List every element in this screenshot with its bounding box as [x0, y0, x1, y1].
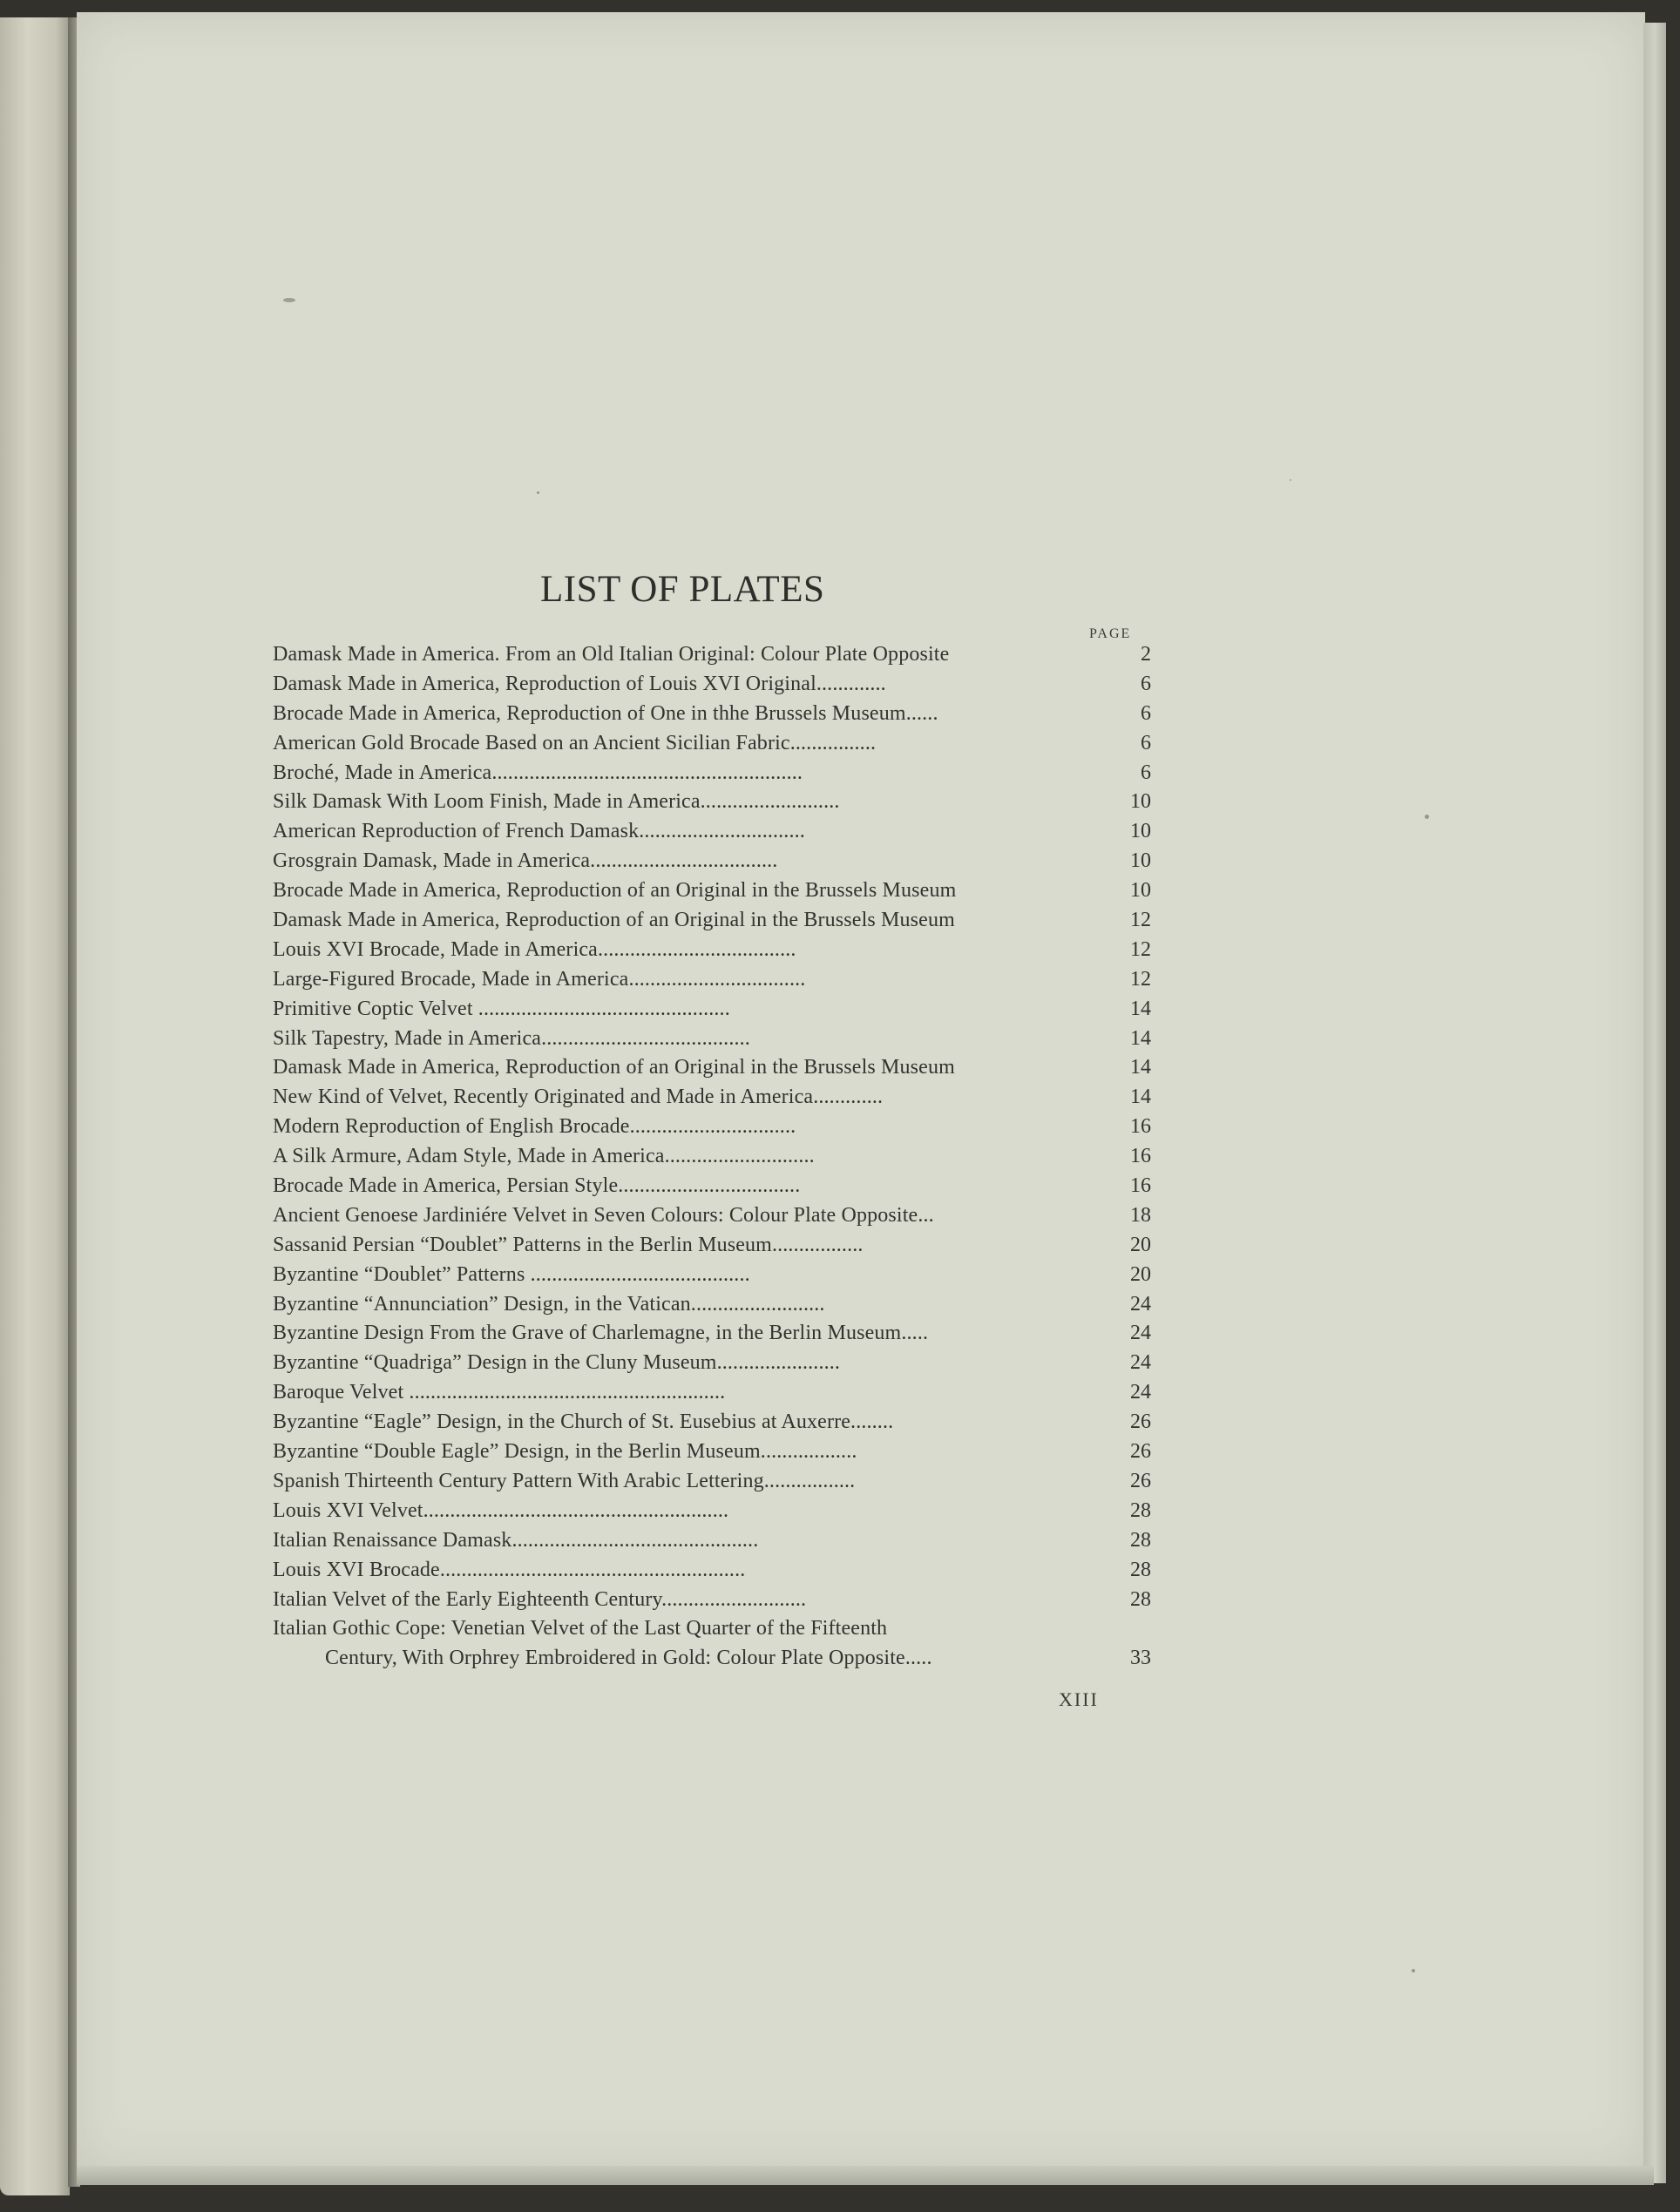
plate-entry: [273, 1349, 1151, 1378]
plate-title: Brocade Made in America, Reproduction of an Original in the Brussels Museum: [273, 879, 957, 903]
plate-entry: [273, 936, 1151, 965]
plate-title: Damask Made in America, Reproduction of an Original in the Brussels Museum: [273, 1056, 955, 1079]
plate-page-number: 24: [1130, 1381, 1151, 1404]
folio-number: XIII: [1059, 1688, 1099, 1710]
plate-entry: [273, 640, 1151, 670]
plate-entry-continuation: [273, 1644, 1151, 1674]
plate-entry: [273, 1113, 1151, 1142]
plate-page-number: 16: [1130, 1115, 1151, 1139]
plate-entry: [273, 1172, 1151, 1201]
plate-page-number: 6: [1141, 672, 1151, 695]
plate-title: Italian Velvet of the Early Eighteenth Century...........................: [273, 1587, 807, 1611]
plate-entry: [273, 1556, 1151, 1586]
plate-page-number: 12: [1130, 909, 1151, 932]
plate-title: New Kind of Velvet, Recently Originated and Made in America.............: [273, 1086, 884, 1109]
plate-page-number: 28: [1130, 1528, 1151, 1552]
plate-page-number: 14: [1130, 1026, 1151, 1050]
plate-page-number: 28: [1130, 1587, 1151, 1611]
plate-entry: [273, 876, 1151, 906]
plate-page-number: 16: [1130, 1174, 1151, 1198]
plate-page-number: 28: [1130, 1558, 1151, 1581]
plate-title: Baroque Velvet ...........................................................: [273, 1381, 726, 1404]
plate-entry: [273, 670, 1151, 700]
page-stack-bottom-edge: [77, 2166, 1654, 2185]
plate-page-number: 26: [1130, 1440, 1151, 1464]
plate-title: Damask Made in America. From an Old Italian Original: Colour Plate Opposite: [273, 643, 950, 666]
plate-title: Byzantine “Doublet” Patterns .........................................: [273, 1262, 750, 1286]
plate-title: Damask Made in America, Reproduction of an Original in the Brussels Museum: [273, 909, 955, 932]
paper-speck: [283, 298, 295, 302]
paper-speck: [537, 491, 539, 494]
plate-entry: [273, 817, 1151, 847]
plate-title: Broché, Made in America..........................................................: [273, 761, 803, 784]
plate-entry: [273, 1261, 1151, 1290]
plate-entry: [273, 965, 1151, 995]
plate-title: Grosgrain Damask, Made in America...................................: [273, 849, 778, 873]
plate-page-number: 16: [1130, 1145, 1151, 1168]
plate-entry: [273, 759, 1151, 788]
plate-page-number: 10: [1130, 849, 1151, 873]
plate-title: Silk Tapestry, Made in America.......................................: [273, 1026, 750, 1050]
plate-page-number: 6: [1141, 701, 1151, 725]
plate-entry: [273, 1053, 1151, 1083]
plate-entry: [273, 1083, 1151, 1113]
plate-page-number: 26: [1130, 1410, 1151, 1434]
plate-title: Italian Gothic Cope: Venetian Velvet of the Last Quarter of the Fifteenth: [273, 1617, 888, 1640]
plate-title: American Reproduction of French Damask...............................: [273, 820, 805, 843]
plate-page-number: 14: [1130, 1086, 1151, 1109]
plate-entry: [273, 1526, 1151, 1556]
plate-title: Byzantine “Double Eagle” Design, in the Berlin Museum..................: [273, 1440, 857, 1464]
plate-entry: [273, 1497, 1151, 1526]
plate-page-number: 28: [1130, 1498, 1151, 1522]
plate-entry: [273, 1231, 1151, 1261]
page-column-header: PAGE: [1089, 626, 1132, 641]
plate-entry: [273, 1142, 1151, 1172]
plate-title: Byzantine “Eagle” Design, in the Church of St. Eusebius at Auxerre........: [273, 1410, 894, 1434]
paper-speck: [1425, 815, 1429, 819]
plate-title: Italian Renaissance Damask..............................................: [273, 1528, 759, 1552]
plate-entry: [273, 1201, 1151, 1231]
paper-speck: [1290, 479, 1291, 481]
plate-title: Large-Figured Brocade, Made in America.................................: [273, 967, 806, 991]
page-title: LIST OF PLATES: [540, 569, 825, 610]
plate-entry: [273, 995, 1151, 1025]
plate-page-number: 2: [1141, 643, 1151, 666]
plate-entry: [273, 788, 1151, 817]
plate-page-number: 24: [1130, 1351, 1151, 1375]
paper-speck: [1412, 1969, 1415, 1972]
plate-title: Byzantine “Annunciation” Design, in the Vatican.........................: [273, 1292, 825, 1316]
plate-page-number: 6: [1141, 761, 1151, 784]
plate-entry: [273, 1437, 1151, 1467]
plate-entry: [273, 1614, 1151, 1644]
plate-page-number: 14: [1130, 1056, 1151, 1079]
plate-title: Ancient Genoese Jardiniére Velvet in Seven Colours: Colour Plate Opposite...: [273, 1203, 934, 1227]
plate-page-number: 18: [1130, 1203, 1151, 1227]
plate-page-number: 10: [1130, 820, 1151, 843]
plate-title: Brocade Made in America, Persian Style..................................: [273, 1174, 801, 1198]
plate-page-number: 6: [1141, 731, 1151, 754]
plate-title: Silk Damask With Loom Finish, Made in America..........................: [273, 790, 840, 814]
plate-title: Louis XVI Brocade, Made in America.....................................: [273, 937, 796, 961]
plate-entry: [273, 1319, 1151, 1349]
plate-page-number: 24: [1130, 1292, 1151, 1316]
plate-entry: [273, 906, 1151, 936]
plate-page-number: 14: [1130, 997, 1151, 1020]
plate-entry: [273, 1467, 1151, 1497]
plate-page-number: 12: [1130, 967, 1151, 991]
plate-title: Primitive Coptic Velvet ...............................................: [273, 997, 730, 1020]
plate-entry: [273, 1025, 1151, 1054]
plate-page-number: 20: [1130, 1262, 1151, 1286]
plate-page-number: 24: [1130, 1322, 1151, 1345]
facing-page-edge: [0, 17, 70, 2195]
plate-title: Damask Made in America, Reproduction of Louis XVI Original.............: [273, 672, 886, 695]
page-stack-right-edge: [1643, 23, 1666, 2183]
plate-title: Byzantine Design From the Grave of Charlemagne, in the Berlin Museum.....: [273, 1322, 929, 1345]
plate-page-number: 12: [1130, 937, 1151, 961]
plate-title: Sassanid Persian “Doublet” Patterns in the Berlin Museum.................: [273, 1233, 864, 1256]
plate-entry: [273, 1290, 1151, 1320]
plate-page-number: 33: [1130, 1647, 1151, 1670]
plate-title: American Gold Brocade Based on an Ancient Sicilian Fabric................: [273, 731, 877, 754]
plate-page-number: 10: [1130, 790, 1151, 814]
plates-list: [273, 640, 1151, 1674]
plate-entry: [273, 729, 1151, 759]
plate-entry: [273, 1408, 1151, 1437]
plate-entry: [273, 847, 1151, 876]
plate-title: Louis XVI Velvet.........................................................: [273, 1498, 729, 1522]
plate-page-number: 20: [1130, 1233, 1151, 1256]
plate-title: Century, With Orphrey Embroidered in Gold: Colour Plate Opposite.....: [325, 1647, 932, 1670]
plate-title: Brocade Made in America, Reproduction of One in thhe Brussels Museum......: [273, 701, 938, 725]
plate-page-number: 26: [1130, 1469, 1151, 1492]
plate-page-number: 10: [1130, 879, 1151, 903]
plate-entry: [273, 1378, 1151, 1408]
plate-title: Spanish Thirteenth Century Pattern With Arabic Lettering.................: [273, 1469, 856, 1492]
plate-title: Byzantine “Quadriga” Design in the Cluny Museum.......................: [273, 1351, 841, 1375]
plate-entry: [273, 700, 1151, 729]
plate-entry: [273, 1586, 1151, 1615]
plate-title: Louis XVI Brocade.........................................................: [273, 1558, 746, 1581]
plate-title: A Silk Armure, Adam Style, Made in America............................: [273, 1145, 815, 1168]
plate-title: Modern Reproduction of English Brocade...............................: [273, 1115, 796, 1139]
